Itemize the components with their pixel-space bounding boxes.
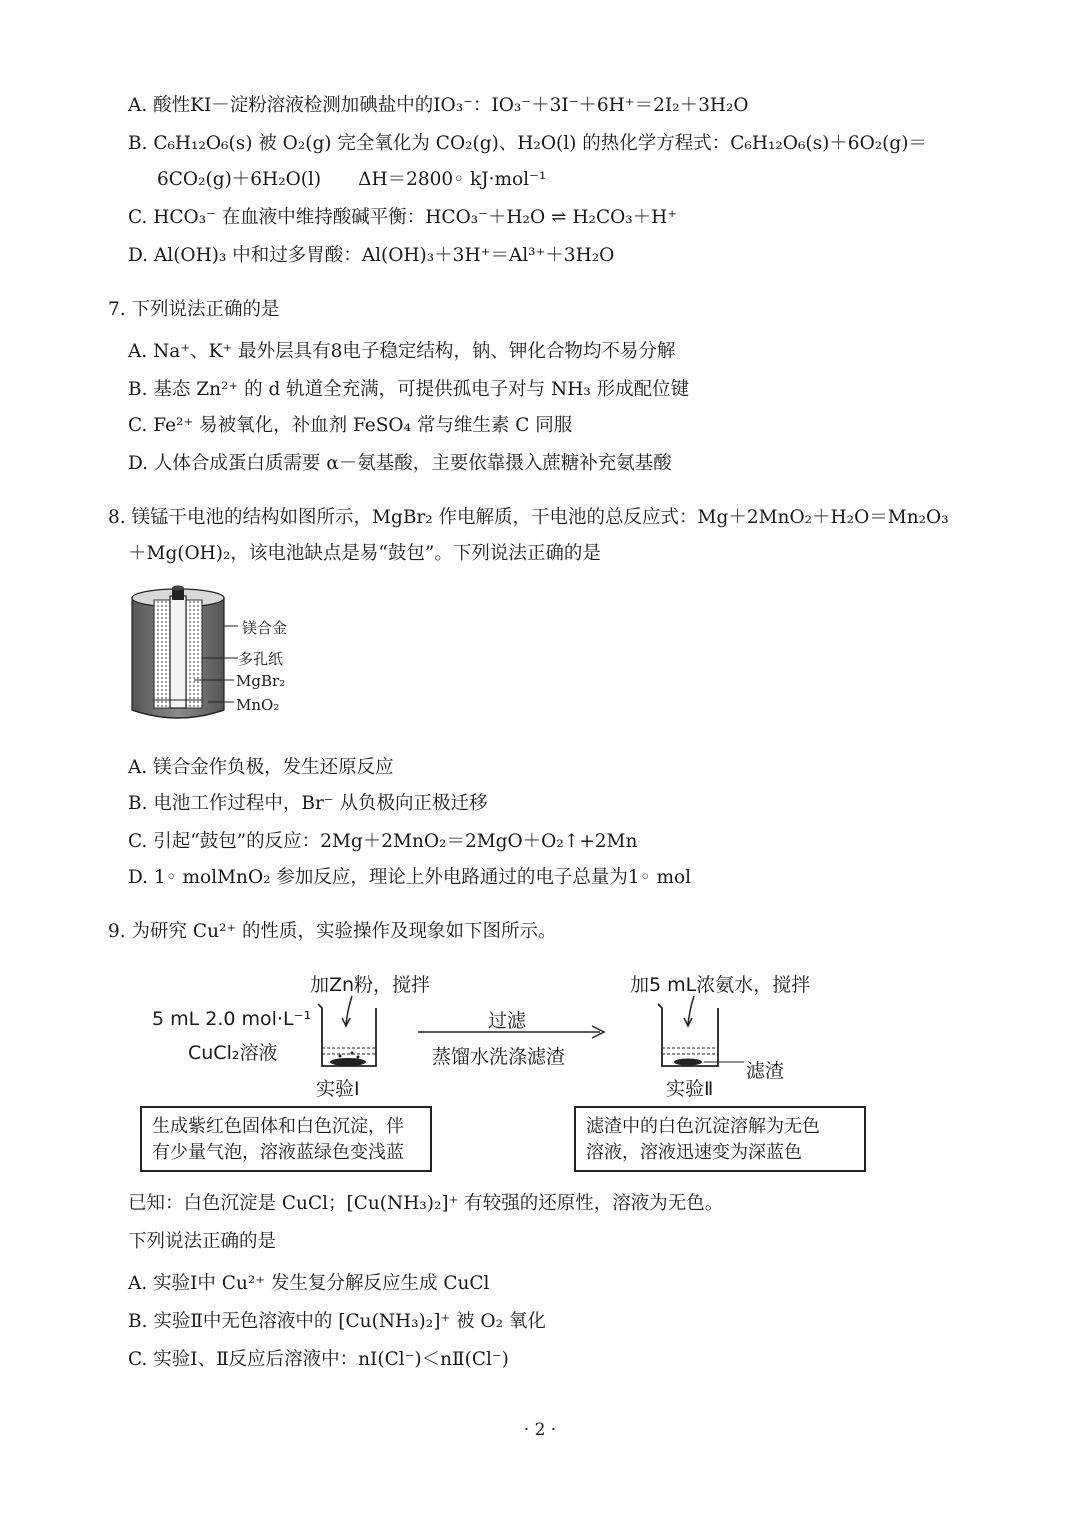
q6-option-d: D. Al(OH)₃ 中和过多胃酸：Al(OH)₃＋3H⁺＝Al³⁺＋3H₂O [128,245,615,266]
q7-option-c: C. Fe²⁺ 易被氧化，补血剂 FeSO₄ 常与维生素 C 同服 [128,415,573,436]
exp1-observation-line1: 生成紫红色固体和白色沉淀，伴 [152,1116,404,1137]
q7-stem: 7. 下列说法正确的是 [108,299,280,320]
q6-option-b-line1: B. C₆H₁₂O₆(s) 被 O₂(g) 完全氧化为 CO₂(g)、H₂O(l) 的热化学方程式：C₆H₁₂O₆(s)＋6O₂(g)＝ [128,133,927,154]
exp2-observation-line2: 溶液，溶液迅速变为深蓝色 [586,1142,802,1163]
q6-option-a: A. 酸性KI－淀粉溶液检测加碘盐中的IO₃⁻：IO₃⁻＋3I⁻＋6H⁺＝2I₂＋3H₂O [128,95,749,116]
exp1-observation-box [140,1106,432,1172]
exp1-solution-name: CuCl₂溶液 [188,1042,278,1064]
exp1-add-zn: 加Zn粉，搅拌 [310,974,431,996]
label-mno2: MnO₂ [236,696,280,714]
q8-stem-line1: 8. 镁锰干电池的结构如图所示，MgBr₂ 作电解质，干电池的总反应式：Mg＋2MnO₂＋H₂O＝Mn₂O₃ [108,507,949,528]
label-porous-paper: 多孔纸 [238,650,284,668]
exp2-label: 实验Ⅱ [666,1078,714,1100]
page-number: · 2 · [523,1420,557,1440]
label-mgbr2: MgBr₂ [236,672,286,690]
q9-ask: 下列说法正确的是 [128,1231,277,1252]
exp1-observation-line2: 有少量气泡，溶液蓝绿色变浅蓝 [152,1142,404,1163]
exp1-label: 实验Ⅰ [316,1078,360,1100]
q8-stem-line2: ＋Mg(OH)₂，该电池缺点是易“鼓包”。下列说法正确的是 [128,543,601,564]
arrow-label-wash: 蒸馏水洗涤滤渣 [432,1046,566,1068]
arrow-label-filter: 过滤 [488,1010,527,1032]
q7-option-a: A. Na⁺、K⁺ 最外层具有8电子稳定结构，钠、钾化合物均不易分解 [128,341,676,362]
q8-option-b: B. 电池工作过程中，Br⁻ 从负极向正极迁移 [128,793,488,814]
exp2-observation-box [574,1106,866,1172]
q9-known: 已知：白色沉淀是 CuCl；[Cu(NH₃)₂]⁺ 有较强的还原性，溶液为无色。 [128,1193,724,1214]
q8-option-c: C. 引起“鼓包”的反应：2Mg＋2MnO₂＝2MgO＋O₂↑+2Mn [128,831,638,852]
q6-option-b-line2: 6CO₂(g)＋6H₂O(l) ΔH＝2800◦ kJ·mol⁻¹ [157,169,547,190]
exp2-observation-line1: 滤渣中的白色沉淀溶解为无色 [586,1116,820,1137]
q8-option-d: D. 1◦ molMnO₂ 参加反应，理论上外电路通过的电子总量为1◦ mol [128,867,692,888]
q9-option-a: A. 实验Ⅰ中 Cu²⁺ 发生复分解反应生成 CuCl [128,1273,490,1294]
label-mg-alloy: 镁合金 [242,619,288,637]
q9-option-c: C. 实验Ⅰ、Ⅱ反应后溶液中：nⅠ(Cl⁻)＜nⅡ(Cl⁻) [128,1349,509,1370]
q9-option-b: B. 实验Ⅱ中无色溶液中的 [Cu(NH₃)₂]⁺ 被 O₂ 氧化 [128,1311,546,1332]
q8-option-a: A. 镁合金作负极，发生还原反应 [128,757,394,778]
exp1-solution-conc: 5 mL 2.0 mol·L⁻¹ [152,1008,312,1030]
q9-stem: 9. 为研究 Cu²⁺ 的性质，实验操作及现象如下图所示。 [108,921,557,942]
q7-option-d: D. 人体合成蛋白质需要 α－氨基酸，主要依靠摄入蔗糖补充氨基酸 [128,453,672,474]
exp2-residue-label: 滤渣 [746,1060,785,1082]
q6-option-c: C. HCO₃⁻ 在血液中维持酸碱平衡：HCO₃⁻＋H₂O ⇌ H₂CO₃＋H⁺ [128,207,678,228]
exp2-add-ammonia: 加5 mL浓氨水，搅拌 [630,974,811,996]
q7-option-b: B. 基态 Zn²⁺ 的 d 轨道全充满，可提供孤电子对与 NH₃ 形成配位键 [128,379,690,400]
experiment-diagram [300,990,760,1076]
